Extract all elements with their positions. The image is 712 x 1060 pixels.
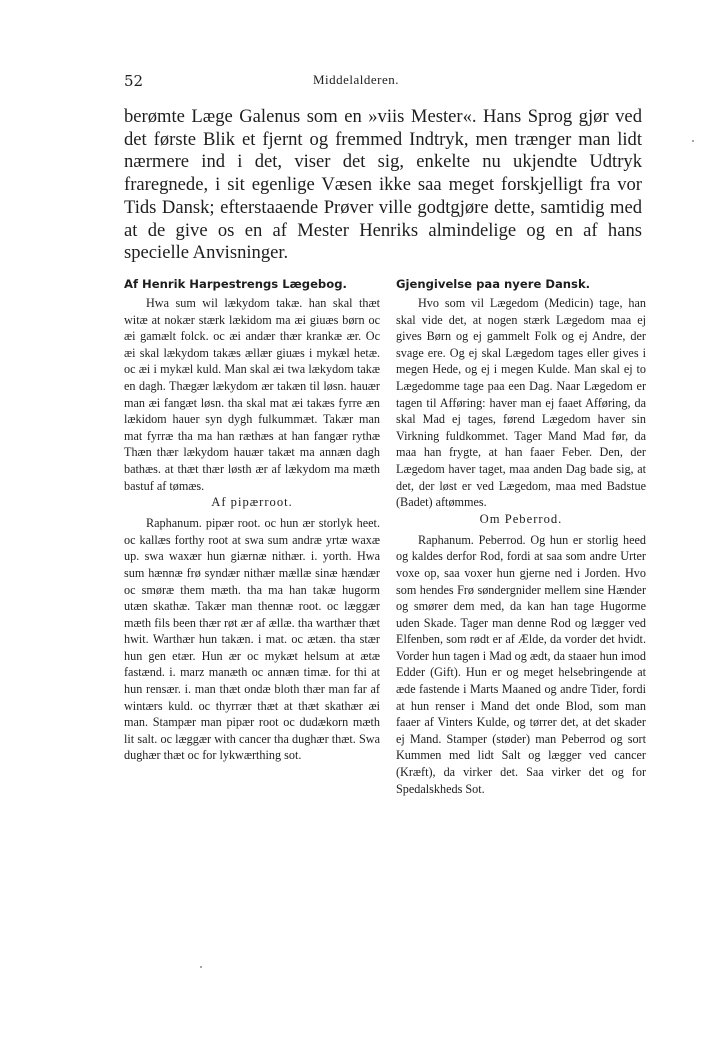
paper-speck bbox=[200, 966, 202, 968]
page-number: 52 bbox=[124, 72, 144, 90]
left-column-heading: Af Henrik Harpestrengs Lægebog. bbox=[124, 277, 347, 291]
left-column-old-danish bbox=[124, 276, 380, 764]
left-paragraph-1: Hwa sum wil lækydom takæ. han skal thæt witæ at nokær stærk lækidom ma æi giuæs børn oc æi gamælt folck. oc æi andær thær krankæ ær. Oc æi skal lækydom takæs ællær giuæs i mykæl hetæ. oc æi i mykæl kuld. Man skal æi twa lækydom takæ en dagh. Thægær lækydom ær takæn til løsn. hauær man æi fangæt løsn. tha skal mat æi takæs fyrre æn lækidom hauer syn dygh fulkummæt. Takær man mat fyrræ tha ma han ræthæs at han fangær rythæ Thæn thær lækydom hauær takæt ma annæn dagh bathæs. at thæt thær løsth ær af lækydom ma mæth bastuf af tømæs. bbox=[124, 296, 380, 493]
right-subheading: Om Peberrod. bbox=[479, 511, 563, 526]
paper-speck bbox=[692, 140, 694, 142]
running-title: Middelalderen. bbox=[312, 72, 400, 87]
right-column-heading: Gjengivelse paa nyere Dansk. bbox=[396, 277, 591, 291]
right-paragraph-1: Hvo som vil Lægedom (Medicin) tage, han skal vide det, at nogen stærk Lægedom maa ej gives Børn og ej gammelt Folk og ej Andre, der svage ere. Og ej skal Lægedom tages eller gives i megen Hede, og ej i megen Kulde. Man skal ej to Lægedomme tage paa een Dag. Naar Lægedom er tagen til Afføring: haver man ej faaet Afføring, da skal Mad ej tages, førend Lægedom haver sin Virkning fuldkommet. Tager Mand Mad før, da maa han frygte, at han faaer Feber. Den, der Lægedom haver taget, maa anden Dag bade sig, at det, der løst er ved Lægedom, maa med Badstue (Badet) aftømmes. bbox=[396, 296, 646, 510]
intro-section bbox=[124, 106, 642, 265]
right-paragraph-2: Raphanum. Peberrod. Og hun er storlig heed og kaldes derfor Rod, fordi at saa som andre Urter voxe op, saa voxer hun gjerne ned i Jorden. Hvo som hendes Frø søndergnider mellem sine Hænder og smører dem med, da kan han tage Hugorme uden Skade. Tager man denne Rod og lægger ved Elfenben, som rødt er af Ælde, da vorder det hvidt. Vorder hun tagen i Mad og ædt, da staaer hun imod Edder (Gift). Hun er og meget helsebringende at æde fastende i Marts Maaned og andre Tider, fordi at hun renser i Mand det onde Blod, som man faaer af Vinters Kulde, og tørrer det, at det skader ej Mand. Stamper (støder) man Peberrod og sort Kummen med lidt Salt og lægger ved cancer (Kræft), da virker det. Saa virker det og for Spedalskheds Sot. bbox=[396, 532, 646, 796]
right-column-modern-danish bbox=[396, 276, 646, 797]
left-subheading: Af pipærroot. bbox=[211, 495, 293, 510]
left-paragraph-2: Raphanum. pipær root. oc hun ær storlyk heet. oc kallæs forthy root at swa sum andræ yrtæ waxæ up. swa waxær hun giærnæ nithær. i. yorth. Hwa sum hænnæ frø syndær nithær mællæ sinæ hændær oc smøræ them mæth. tha ma han takæ hugorm utæn skathæ. Takær man thennæ root. oc læggær mæth fils been thær røt ær af ællæ. tha warthær thæt hwit. Warthær hun takæn. i mat. oc ætæn. tha stær hun gen etær. Hun ær oc mykæt helsum at ætæ fastænd. i. marz manæth oc annæn timæ. for thi at hun rensær. i. man thæt ondæ bloth thær man far af wintærs kuld. oc thyrrær thæt at thæt skathær æi man. Stampær man pipær root oc dudækorn mæth lit salt. oc læggær with cancer tha dughær thæt. Swa dughær thæt oc for lykwærthing sot. bbox=[124, 516, 380, 763]
intro-paragraph: berømte Læge Galenus som en »viis Mester«. Hans Sprog gjør ved det første Blik et fjernt og fremmed Indtryk, men trænger man lidt nærmere ind i det, viser det sig, enkelte nu ukjendte Udtryk fraregnede, i sit egenlige Væsen ikke saa meget forskjelligt fra vor Tids Dansk; efterstaaende Prøver ville godtgjøre dette, samtidig med at de give os en af Mester Henriks almindelige og en af hans specielle Anvisninger. bbox=[124, 106, 642, 264]
